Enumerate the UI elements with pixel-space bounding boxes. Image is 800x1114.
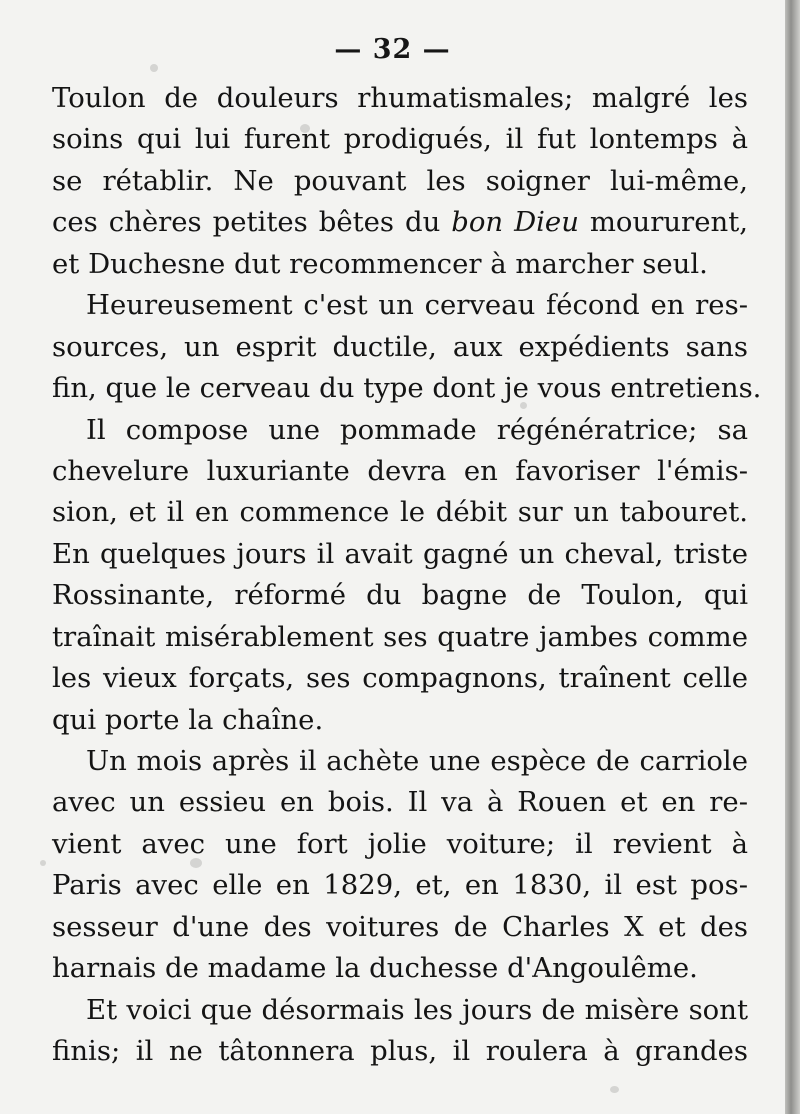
body-text [52,78,762,1073]
page-edge [785,0,800,1114]
paper-speck [300,124,310,133]
paper-speck [610,1086,619,1093]
paragraph-start-line: Heureusement c'est un cerveau fécond en res- [86,289,748,322]
text-line: avec un essieu en bois. Il va à Rouen et en re- [52,786,748,819]
text-line [52,202,748,243]
text-line: Toulon de douleurs rhumatismales; malgré les [52,82,748,114]
paragraph-start-line: Il compose une pommade régénératrice; sa [86,413,748,446]
emphasized-text: bon Dieu [451,206,579,239]
text-line: sion, et il en commence le débit sur un tabouret. [52,496,748,529]
paragraph-start-line: Et voici que désormais les jours de misère sont [86,993,748,1026]
text-line: sesseur d'une des voitures de Charles X et des [52,910,748,943]
text-line: vient avec une fort jolie voiture; il revient à [52,827,748,860]
text-segment: moururent, [578,206,748,239]
text-line: traînait misérablement ses quatre jambes comme [52,620,748,653]
text-line: les vieux forçats, ses compagnons, traînent celle [52,662,748,695]
paragraph-start-line: Un mois après il achète une espèce de carriole [86,745,748,777]
text-line: sources, un esprit ductile, aux expédients sans [52,330,748,363]
text-line: se rétablir. Ne pouvant les soigner lui-même, [52,164,748,197]
text-line: qui porte la chaîne. [52,703,324,736]
text-line: et Duchesne dut recommencer à marcher seul. [52,247,708,280]
text-line: harnais de madame la duchesse d'Angoulême. [52,952,698,985]
paper-speck [150,64,158,72]
paper-speck [520,402,527,409]
text-segment: ces chères petites bêtes du [52,206,452,239]
text-line: soins qui lui furent prodigués, il fut lontemps à [52,123,748,156]
text-line: Rossinante, réformé du bagne de Toulon, qui [52,579,748,612]
paper-speck [190,858,202,868]
text-line: chevelure luxuriante devra en favoriser l'émis- [52,454,748,487]
paper-speck [40,860,46,866]
text-line: finis; il ne tâtonnera plus, il roulera à grandes [52,1035,748,1068]
text-line: En quelques jours il avait gagné un cheval, triste [52,537,748,570]
page-number: — 32 — [334,34,451,65]
text-line: fin, que le cerveau du type dont je vous entretiens. [52,372,762,405]
text-line: Paris avec elle en 1829, et, en 1830, il est pos- [52,869,748,902]
